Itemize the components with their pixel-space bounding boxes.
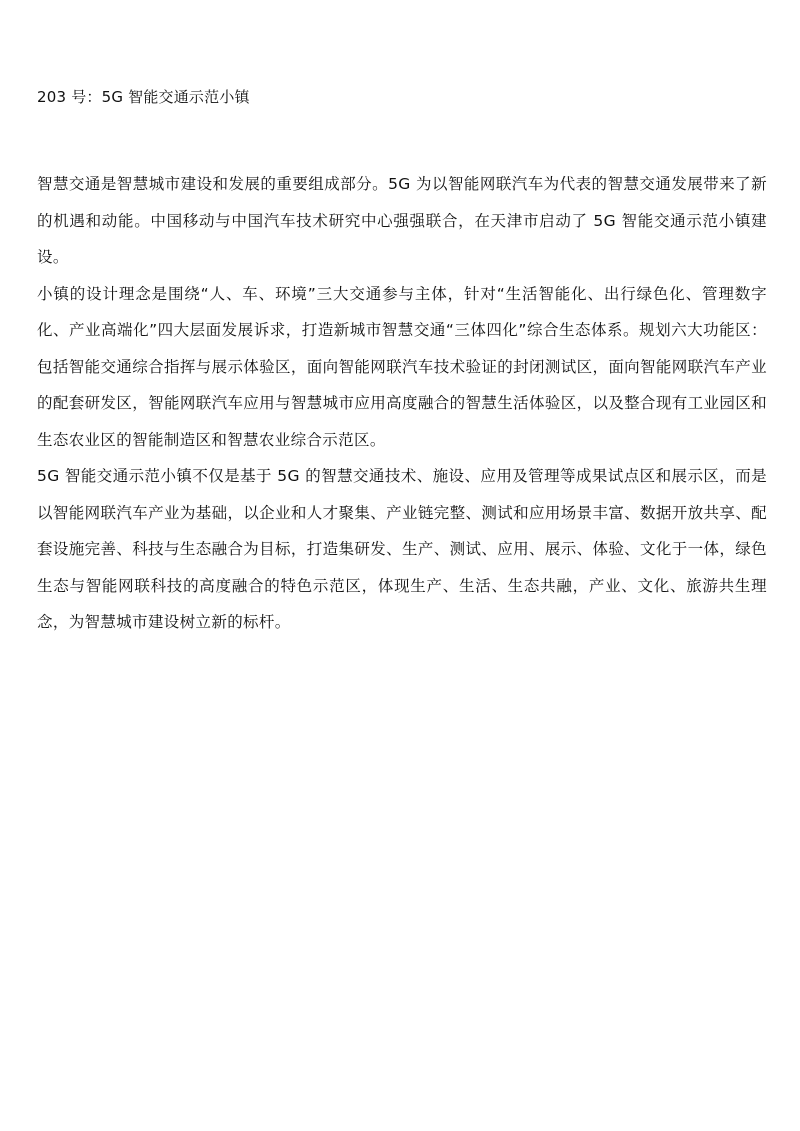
document-body bbox=[37, 166, 767, 641]
paragraph-intro: 智慧交通是智慧城市建设和发展的重要组成部分。5G 为以智能网联汽车为代表的智慧交通发展带来了新的机遇和动能。中国移动与中国汽车技术研究中心强强联合，在天津市启动了 5G 智能交通示范小镇建设。 bbox=[37, 175, 767, 266]
document-title: 203 号：5G 智能交通示范小镇 bbox=[37, 88, 250, 106]
paragraph-design-concept: 小镇的设计理念是围绕“人、车、环境”三大交通参与主体，针对“生活智能化、出行绿色化、管理数字化、产业高端化”四大层面发展诉求，打造新城市智慧交通“三体四化”综合生态体系。规划六大功能区：包括智能交通综合指挥与展示体验区，面向智能网联汽车技术验证的封闭测试区，面向智能网联汽车产业的配套研发区，智能网联汽车应用与智慧城市应用高度融合的智慧生活体验区，以及整合现有工业园区和生态农业区的智能制造区和智慧农业综合示范区。 bbox=[37, 284, 767, 449]
paragraph-town-goals: 5G 智能交通示范小镇不仅是基于 5G 的智慧交通技术、施设、应用及管理等成果试点区和展示区，而是以智能网联汽车产业为基础，以企业和人才聚集、产业链完整、测试和应用场景丰富、数据开放共享、配套设施完善、科技与生态融合为目标，打造集研发、生产、测试、应用、展示、体验、文化于一体，绿色生态与智能网联科技的高度融合的特色示范区，体现生产、生活、生态共融，产业、文化、旅游共生理念，为智慧城市建设树立新的标杆。 bbox=[37, 467, 767, 631]
